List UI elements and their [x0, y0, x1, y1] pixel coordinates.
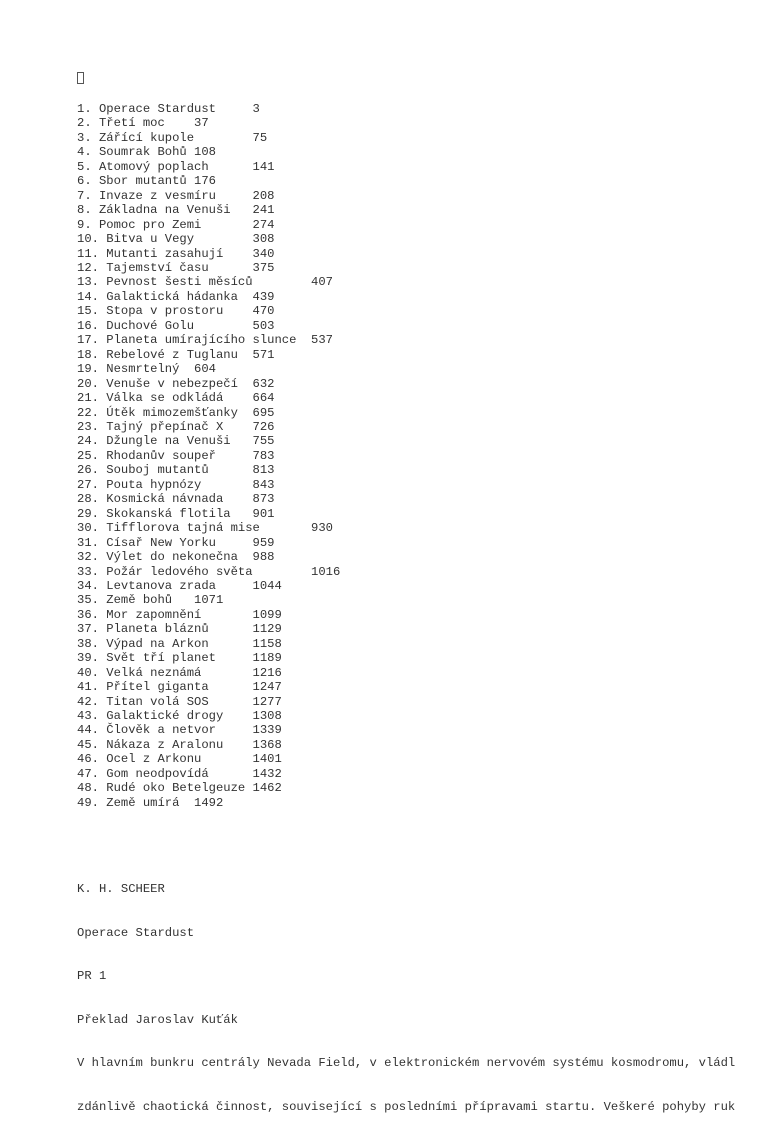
toc-entry: 14. Galaktická hádanka 439: [77, 289, 275, 304]
toc-entry: 32. Výlet do nekonečna 988: [77, 550, 275, 565]
toc-entry: 22. Útěk mimozemšťanky 695: [77, 405, 275, 420]
toc-entry: 18. Rebelové z Tuglanu 571: [77, 347, 275, 362]
toc-entry: 33. Požár ledového světa 1016: [77, 564, 341, 579]
toc-entry: 19. Nesmrtelný 604: [77, 362, 216, 377]
toc-entry: 9. Pomoc pro Zemi 274: [77, 217, 275, 232]
toc-entry: 13. Pevnost šesti měsíců 407: [77, 275, 333, 290]
toc-entry: 4. Soumrak Bohů 108: [77, 145, 216, 160]
toc-entry: 34. Levtanova zrada 1044: [77, 578, 282, 593]
toc-entry: 48. Rudé oko Betelgeuze 1462: [77, 781, 282, 796]
toc-entry: 27. Pouta hypnózy 843: [77, 477, 275, 492]
toc-entry: 20. Venuše v nebezpečí 632: [77, 376, 275, 391]
toc-entry: 29. Skokanská flotila 901: [77, 506, 275, 521]
author-line: K. H. SCHEER: [77, 882, 165, 896]
toc-entry: 11. Mutanti zasahují 340: [77, 246, 275, 261]
toc-entry: 25. Rhodanův soupeř 783: [77, 448, 275, 463]
toc-entry: 6. Sbor mutantů 176: [77, 174, 216, 189]
toc-entry: 36. Mor zapomnění 1099: [77, 607, 282, 622]
body-text-line: V hlavním bunkru centrály Nevada Field, v elektronickém nervovém systému kosmodromu, vládl: [77, 1056, 736, 1070]
toc-entry: 35. Země bohů 1071: [77, 593, 224, 608]
toc-entry: 5. Atomový poplach 141: [77, 159, 275, 174]
translator-line: Překlad Jaroslav Kuťák: [77, 1012, 238, 1027]
toc-entry: 30. Tifflorova tajná mise 930: [77, 521, 333, 536]
book-title: Operace Stardust: [77, 925, 195, 940]
toc-entry: 12. Tajemství času 375: [77, 260, 275, 275]
toc-entry: 15. Stopa v prostoru 470: [77, 304, 275, 319]
toc-entry: 47. Gom neodpovídá 1432: [77, 766, 282, 781]
toc-entry: 21. Válka se odkládá 664: [77, 391, 275, 406]
toc-entry: 26. Souboj mutantů 813: [77, 463, 275, 478]
toc-entry: 38. Výpad na Arkon 1158: [77, 636, 282, 651]
toc-entry: 2. Třetí moc 37: [77, 116, 209, 131]
toc-entry: 23. Tajný přepínač X 726: [77, 419, 275, 434]
series-number: PR 1: [77, 969, 107, 983]
toc-entry: 44. Člověk a netvor 1339: [77, 723, 282, 738]
chapter-opening: [77, 853, 735, 1143]
toc-entry: 10. Bitva u Vegy 308: [77, 232, 275, 247]
toc-entry: 42. Titan volá SOS 1277: [77, 694, 282, 709]
toc-entry: 31. Císař New Yorku 959: [77, 535, 275, 550]
toc-entry: 41. Přítel giganta 1247: [77, 680, 282, 695]
toc-entry: 16. Duchové Golu 503: [77, 318, 275, 333]
missing-glyph-box: [77, 72, 84, 84]
toc-entry: 28. Kosmická návnada 873: [77, 492, 275, 507]
toc-entry: 7. Invaze z vesmíru 208: [77, 188, 275, 203]
toc-entry: 17. Planeta umírajícího slunce 537: [77, 333, 333, 348]
toc-entry: 3. Zářící kupole 75: [77, 130, 268, 145]
toc-entry: 1. Operace Stardust 3: [77, 102, 260, 116]
toc-entry: 37. Planeta bláznů 1129: [77, 622, 282, 637]
table-of-contents: [77, 102, 340, 810]
toc-entry: 49. Země umírá 1492: [77, 795, 224, 810]
toc-entry: 39. Svět tří planet 1189: [77, 651, 282, 666]
toc-entry: 24. Džungle na Venuši 755: [77, 434, 275, 449]
body-text-line: zdánlivě chaotická činnost, související s posledními přípravami startu. Veškeré pohyby ruk: [77, 1099, 736, 1114]
toc-entry: 46. Ocel z Arkonu 1401: [77, 752, 282, 767]
toc-entry: 45. Nákaza z Aralonu 1368: [77, 737, 282, 752]
toc-entry: 40. Velká neznámá 1216: [77, 665, 282, 680]
toc-entry: 43. Galaktické drogy 1308: [77, 709, 282, 724]
toc-entry: 8. Základna na Venuši 241: [77, 203, 275, 218]
